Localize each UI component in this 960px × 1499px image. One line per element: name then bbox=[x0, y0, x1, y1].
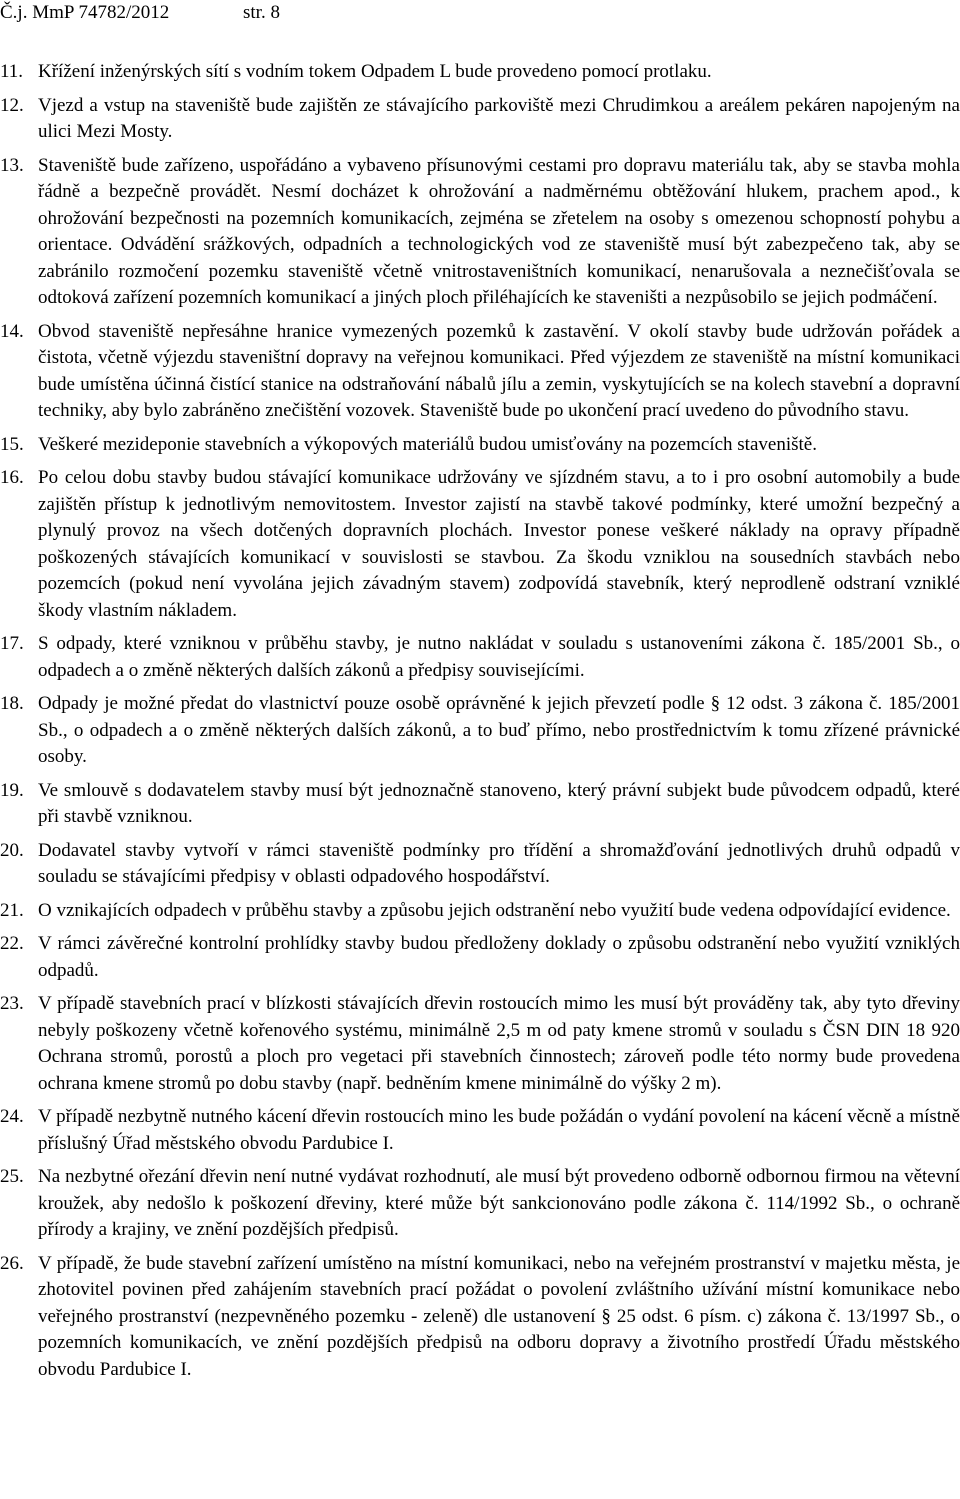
condition-item bbox=[0, 59, 960, 86]
item-text: Staveniště bude zařízeno, uspořádáno a vybaveno přísunovými cestami pro dopravu materiálu tak, aby se stavba mohla řádně a bezpečně provádět. Nesmí docházet k ohrožování a nadměrnému obtěžování hlukem, prachem apod., k ohrožování bezpečnosti na pozemních komunikacích, zejména se zřetelem na osoby s omezenou schopností pohybu a orientace. Odvádění srážkových, odpadních a technologických vod ze staveniště musí být zabezpečeno tak, aby se zabránilo rozmočení pozemku staveniště včetně vnitrostaveništních komunikací, nenarušovala a neznečišťovala se odtoková zařízení pozemních komunikací a jiných ploch přiléhajících ke staveništi a nezpůsobilo se jejich podmáčení. bbox=[38, 154, 960, 308]
condition-item bbox=[0, 432, 960, 459]
item-number: 13. bbox=[0, 154, 24, 176]
reference-number: Č.j. MmP 74782/2012 bbox=[0, 2, 170, 23]
item-number: 11. bbox=[0, 61, 24, 82]
conditions-list bbox=[0, 59, 960, 1390]
condition-item bbox=[0, 631, 960, 684]
condition-item bbox=[0, 691, 960, 771]
item-text: Obvod staveniště nepřesáhne hranice vymezených pozemků k zastavění. V okolí stavby bude udržován pořádek a čistota, včetně výjezdu staveništní dopravy na veřejnou komunikaci. Před výjezdem ze staveniště na místní komunikaci bude umístěna účinná čistící stanice na odstraňování nábalů jílu a zemin, vyskytujících se na kolech stavební a dopravní techniky, aby bylo zabráněno znečištění vozovek. Staveniště bude po ukončení prací uvedeno do původního stavu. bbox=[38, 320, 960, 421]
item-number: 25. bbox=[0, 1166, 24, 1187]
item-text: S odpady, které vzniknou v průběhu stavby, je nutno nakládat v souladu s ustanoveními zákona č. 185/2001 Sb., o odpadech a o změně některých dalších zákonů a předpisy souvisejícími. bbox=[38, 633, 960, 681]
condition-item bbox=[0, 778, 960, 831]
item-number: 24. bbox=[0, 1106, 24, 1127]
item-text: V rámci závěrečné kontrolní prohlídky stavby budou předloženy doklady o způsobu odstranění nebo využití vzniklých odpadů. bbox=[38, 933, 960, 981]
item-number: 23. bbox=[0, 993, 24, 1014]
item-number: 16. bbox=[0, 467, 24, 488]
item-number: 22. bbox=[0, 933, 24, 954]
item-number: 21. bbox=[0, 899, 24, 921]
item-number: 14. bbox=[0, 320, 24, 342]
condition-item bbox=[0, 153, 960, 312]
item-text: V případě, že bude stavební zařízení umístěno na místní komunikaci, nebo na veřejném prostranství v majetku města, je zhotovitel povinen před zahájením stavebních prací požádat o povolení zvláštního užívání místní komunikace nebo veřejného prostranství (nezpevněného pozemku - zeleně) dle ustanovení § 25 odst. 6 písm. c) zákona č. 13/1997 Sb., o pozemních komunikacích, ve znění pozdějších předpisů na odboru dopravy a životního prostředí Úřadu městského obvodu Pardubice I. bbox=[38, 1252, 960, 1380]
item-text: V případě stavebních prací v blízkosti stávajících dřevin rostoucích mimo les musí být prováděny tak, aby tyto dřeviny nebyly poškozeny včetně kořenového systému, minimálně 2,5 m od paty kmene stromů v souladu s ČSN DIN 18 920 Ochrana stromů, porostů a ploch pro vegetaci při stavebních činnostech; zároveň podle této normy bude provedena ochrana kmene stromů po dobu stavby (např. bedněním kmene minimálně do výšky 2 m). bbox=[38, 993, 960, 1094]
condition-item bbox=[0, 1104, 960, 1157]
item-number: 26. bbox=[0, 1252, 24, 1274]
item-number: 20. bbox=[0, 839, 24, 861]
condition-item bbox=[0, 1251, 960, 1384]
item-text: Odpady je možné předat do vlastnictví pouze osobě oprávněné k jejich převzetí podle § 12 odst. 3 zákona č. 185/2001 Sb., o odpadech a o změně některých dalších zákonů, a to buď přímo, nebo prostřednictvím k tomu zřízené právnické osoby. bbox=[38, 693, 960, 767]
condition-item bbox=[0, 465, 960, 624]
item-number: 12. bbox=[0, 94, 24, 116]
item-text: Křížení inženýrských sítí s vodním tokem Odpadem L bude provedeno pomocí protlaku. bbox=[38, 61, 712, 82]
condition-item bbox=[0, 898, 960, 925]
page-number: str. 8 bbox=[243, 2, 280, 23]
item-text: Po celou dobu stavby budou stávající komunikace udržovány ve sjízdném stavu, a to i pro osobní automobily a bude zajištěn přístup k jednotlivým nemovitostem. Investor zajistí na stavbě takové podmínky, které umožní bezpečný a plynulý provoz na všech dotčených dopravních plochách. Investor ponese veškeré náklady na opravy případně poškozených stávajících komunikací v souvislosti se stavbou. Za škodu vzniklou na sousedních stavbách nebo pozemcích (pokud není vyvolána jejich závadným stavem) zodpovídá stavebník, který neprodleně odstraní vzniklé škody vlastním nákladem. bbox=[38, 467, 960, 621]
condition-item bbox=[0, 319, 960, 425]
item-text: Ve smlouvě s dodavatelem stavby musí být jednoznačně stanoveno, který právní subjekt bude původcem odpadů, které při stavbě vzniknou. bbox=[38, 779, 960, 827]
item-number: 18. bbox=[0, 693, 24, 714]
item-text: Vjezd a vstup na staveniště bude zajištěn ze stávajícího parkoviště mezi Chrudimkou a areálem pekáren napojeným na ulici Mezi Mosty. bbox=[38, 94, 960, 142]
item-number: 15. bbox=[0, 433, 24, 455]
item-text: Veškeré mezideponie stavebních a výkopových materiálů budou umisťovány na pozemcích staveniště. bbox=[38, 433, 817, 455]
condition-item bbox=[0, 93, 960, 146]
item-number: 17. bbox=[0, 633, 24, 654]
item-text: V případě nezbytně nutného kácení dřevin rostoucích mino les bude požádán o vydání povolení na kácení věcně a místně příslušný Úřad městského obvodu Pardubice I. bbox=[38, 1106, 960, 1154]
item-text: O vznikajících odpadech v průběhu stavby a způsobu jejich odstranění nebo využití bude vedena odpovídající evidence. bbox=[38, 899, 951, 921]
condition-item bbox=[0, 991, 960, 1097]
item-text: Na nezbytné ořezání dřevin není nutné vydávat rozhodnutí, ale musí být provedeno odborně odbornou firmou na větevní kroužek, aby nedošlo k poškození dřeviny, které může být sankcionováno podle zákona č. 114/1992 Sb., o ochraně přírody a krajiny, ve znění pozdějších předpisů. bbox=[38, 1166, 960, 1240]
item-text: Dodavatel stavby vytvoří v rámci staveniště podmínky pro třídění a shromažďování jednotlivých druhů odpadů v souladu se stávajícími předpisy v oblasti odpadového hospodářství. bbox=[38, 839, 960, 887]
condition-item bbox=[0, 931, 960, 984]
condition-item bbox=[0, 1164, 960, 1244]
condition-item bbox=[0, 838, 960, 891]
item-number: 19. bbox=[0, 779, 24, 801]
